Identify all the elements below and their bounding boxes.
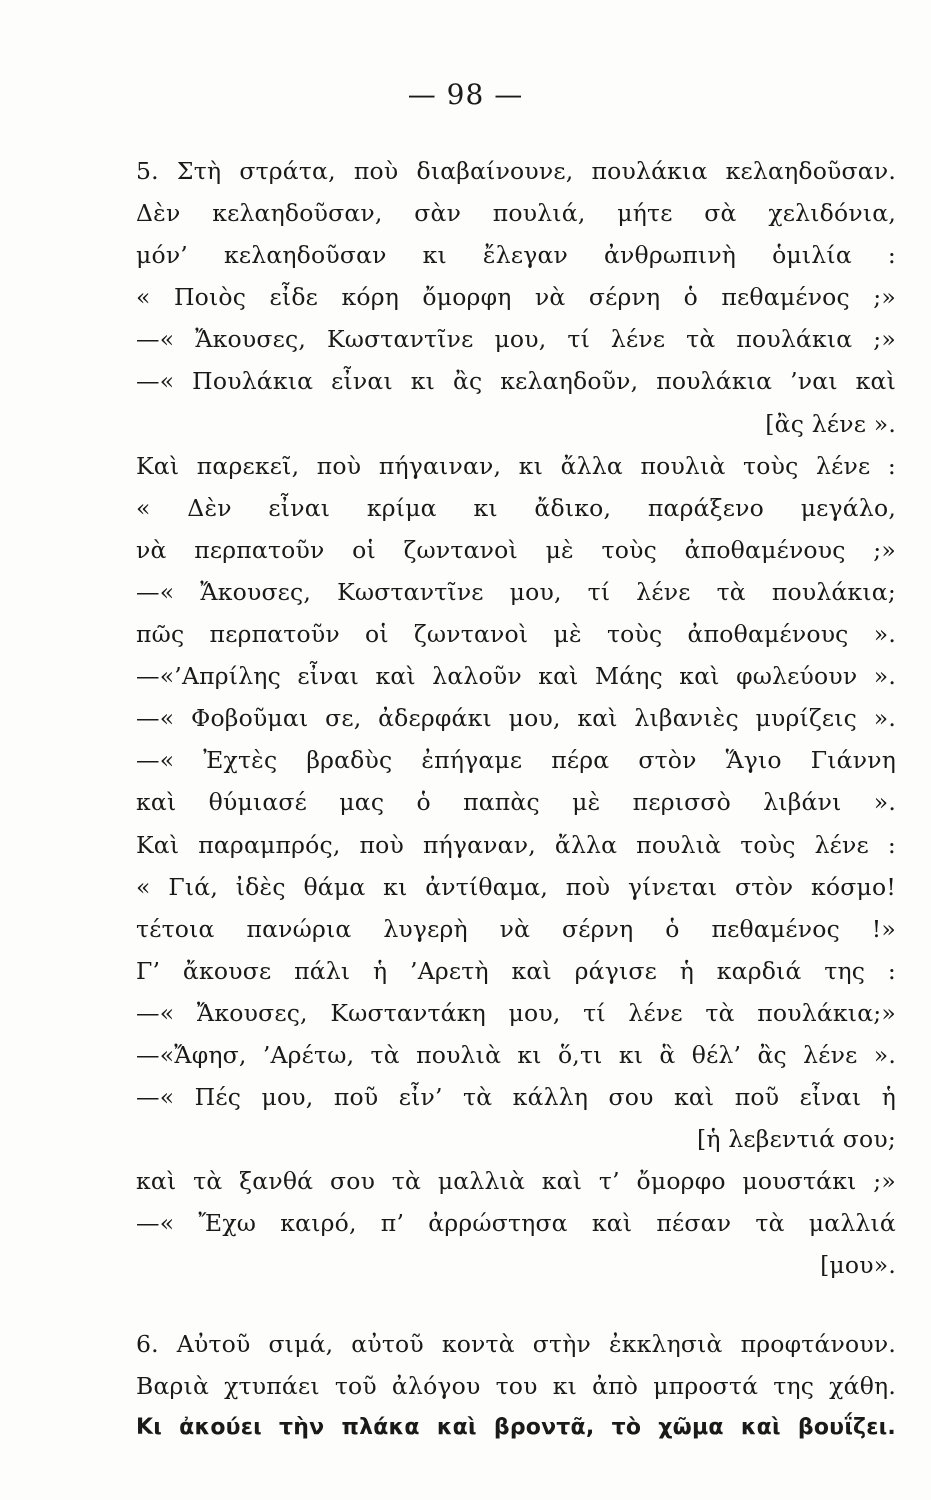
text-line: τέτοια πανώρια λυγερὴ νὰ σέρνη ὁ πεθαμένος !» <box>136 914 896 943</box>
text-line: Καὶ παραμπρός, ποὺ πήγαναν, ἄλλα πουλιὰ τοὺς λένε : <box>136 830 896 859</box>
text-line: —« Ἄκουσες, Κωσταντάκη μου, τί λένε τὰ πουλάκια;» <box>136 998 896 1027</box>
text-line: καὶ τὰ ξανθά σου τὰ μαλλιὰ καὶ τ’ ὄμορφο μουστάκι ;» <box>136 1167 896 1196</box>
text-line: καὶ θύμιασέ μας ὁ παπὰς μὲ περισσὸ λιβάνι ». <box>136 788 896 817</box>
text-line: —« Ἄκουσες, Κωσταντῖνε μου, τί λένε τὰ πουλάκια ;» <box>136 325 896 354</box>
text-line: μόν’ κελαηδοῦσαν κι ἔλεγαν ἀνθρωπινὴ ὁμιλία : <box>136 241 896 270</box>
text-line: νὰ περπατοῦν οἱ ζωντανοὶ μὲ τοὺς ἀποθαμένους ;» <box>136 535 896 564</box>
text-line: —« Ἄκουσες, Κωσταντῖνε μου, τί λένε τὰ πουλάκια; <box>136 577 896 606</box>
text-line-continuation: [ἂς λένε ». <box>765 409 896 438</box>
text-line-continuation: [ἡ λεβεντιά σου; <box>697 1125 896 1154</box>
text-line: —« Ἐχτὲς βραδὺς ἐπήγαμε πέρα στὸν Ἅγιο Γιάννη <box>136 746 896 775</box>
text-line-bold: Κι ἀκούει τὴν πλάκα καὶ βροντᾶ, τὸ χῶμα καὶ βουΐζει. <box>136 1414 896 1440</box>
text-line: πῶς περπατοῦν οἱ ζωντανοὶ μὲ τοὺς ἀποθαμένους ». <box>136 620 896 649</box>
text-line-continuation: [μου». <box>820 1251 896 1280</box>
stanza-gap <box>136 1287 896 1323</box>
text-line: —« Πές μου, ποῦ εἶν’ τὰ κάλλη σου καὶ ποῦ εἶναι ἡ <box>136 1083 896 1112</box>
text-line: —«Ἄφησ, ’Αρέτω, τὰ πουλιὰ κι ὅ,τι κι ἃ θέλ’ ἂς λένε ». <box>136 1040 896 1069</box>
text-line: « Ποιὸς εἶδε κόρη ὄμορφη νὰ σέρνη ὁ πεθαμένος ;» <box>136 283 896 312</box>
text-line: 6. Αὐτοῦ σιμά, αὐτοῦ κοντὰ στὴν ἐκκλησιὰ προφτάνουν. <box>136 1329 896 1358</box>
text-line: —« Φοβοῦμαι σε, ἀδερφάκι μου, καὶ λιβανιὲς μυρίζεις ». <box>136 704 896 733</box>
poem-text <box>136 150 896 1449</box>
text-line: Καὶ παρεκεῖ, ποὺ πήγαιναν, κι ἄλλα πουλιὰ τοὺς λένε : <box>136 451 896 480</box>
text-line: —« Ἔχω καιρό, π’ ἀρρώστησα καὶ πέσαν τὰ μαλλιά <box>136 1209 896 1238</box>
page-number: — 98 — <box>407 78 524 111</box>
text-line: Δὲν κελαηδοῦσαν, σὰν πουλιά, μήτε σὰ χελιδόνια, <box>136 199 896 228</box>
text-line: « Γιά, ἰδὲς θάμα κι ἀντίθαμα, ποὺ γίνεται στὸν κόσμο! <box>136 872 896 901</box>
text-line: Βαριὰ χτυπάει τοῦ ἀλόγου του κι ἀπὸ μπροστά της χάθη. <box>136 1371 896 1400</box>
text-line: « Δὲν εἶναι κρίμα κι ἄδικο, παράξενο μεγάλο, <box>136 493 896 522</box>
text-line: —« Πουλάκια εἶναι κι ἂς κελαηδοῦν, πουλάκια ’ναι καὶ <box>136 367 896 396</box>
text-line: Γ’ ἄκουσε πάλι ἡ ’Αρετὴ καὶ ράγισε ἡ καρδιά της : <box>136 956 896 985</box>
text-line: 5. Στὴ στράτα, ποὺ διαβαίνουνε, πουλάκια κελαηδοῦσαν. <box>136 157 896 185</box>
text-line: —«’Απρίλης εἶναι καὶ λαλοῦν καὶ Μάης καὶ φωλεύουν ». <box>136 662 896 691</box>
